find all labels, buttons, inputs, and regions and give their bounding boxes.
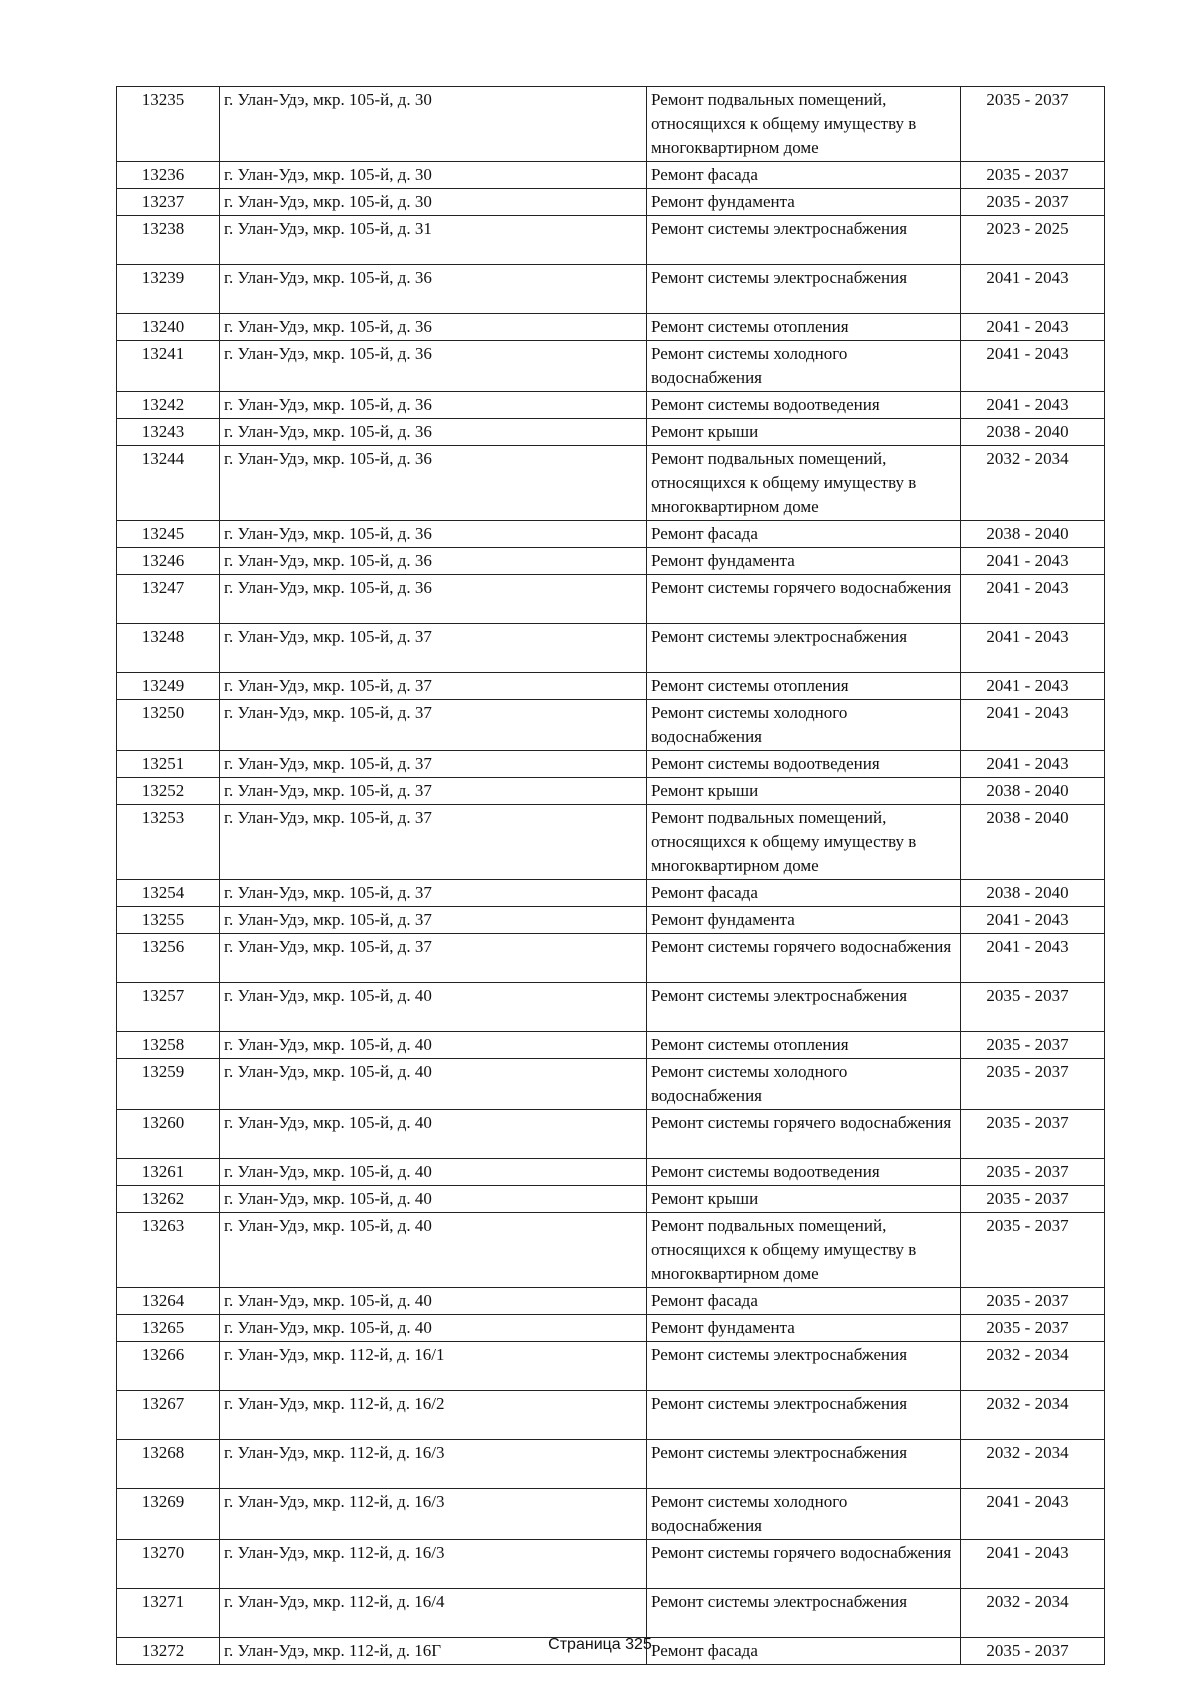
table-row: [117, 1342, 1105, 1391]
row-period: 2038 - 2040: [961, 521, 1105, 548]
row-address: г. Улан-Удэ, мкр. 112-й, д. 16/1: [220, 1342, 647, 1391]
table-row: [117, 1059, 1105, 1110]
row-address: г. Улан-Удэ, мкр. 105-й, д. 36: [220, 575, 647, 624]
row-number: 13261: [117, 1159, 220, 1186]
row-period: 2032 - 2034: [961, 1589, 1105, 1638]
row-number: 13265: [117, 1315, 220, 1342]
row-address: г. Улан-Удэ, мкр. 105-й, д. 40: [220, 983, 647, 1032]
table-row: [117, 548, 1105, 575]
row-work-type: Ремонт системы водоотведения: [647, 1159, 961, 1186]
table-row: [117, 162, 1105, 189]
row-number: 13269: [117, 1489, 220, 1540]
table-row: [117, 934, 1105, 983]
row-address: г. Улан-Удэ, мкр. 105-й, д. 37: [220, 700, 647, 751]
row-work-type: Ремонт системы водоотведения: [647, 751, 961, 778]
row-address: г. Улан-Удэ, мкр. 112-й, д. 16/4: [220, 1589, 647, 1638]
row-address: г. Улан-Удэ, мкр. 112-й, д. 16/3: [220, 1540, 647, 1589]
repair-schedule-table: [116, 86, 1105, 1665]
row-work-type: Ремонт фасада: [647, 1288, 961, 1315]
row-address: г. Улан-Удэ, мкр. 105-й, д. 30: [220, 189, 647, 216]
row-number: 13262: [117, 1186, 220, 1213]
table-row: [117, 778, 1105, 805]
row-number: 13253: [117, 805, 220, 880]
row-address: г. Улан-Удэ, мкр. 112-й, д. 16/2: [220, 1391, 647, 1440]
row-work-type: Ремонт системы горячего водоснабжения: [647, 1110, 961, 1159]
table-row: [117, 1032, 1105, 1059]
row-address: г. Улан-Удэ, мкр. 105-й, д. 36: [220, 392, 647, 419]
row-period: 2041 - 2043: [961, 314, 1105, 341]
row-number: 13238: [117, 216, 220, 265]
row-period: 2038 - 2040: [961, 778, 1105, 805]
table-row: [117, 1186, 1105, 1213]
row-number: 13236: [117, 162, 220, 189]
row-period: 2023 - 2025: [961, 216, 1105, 265]
row-period: 2035 - 2037: [961, 1288, 1105, 1315]
row-work-type: Ремонт системы холодного водоснабжения: [647, 341, 961, 392]
row-work-type: Ремонт системы горячего водоснабжения: [647, 1540, 961, 1589]
table-row: [117, 521, 1105, 548]
row-period: 2041 - 2043: [961, 265, 1105, 314]
table-row: [117, 314, 1105, 341]
table-row: [117, 446, 1105, 521]
row-period: 2041 - 2043: [961, 673, 1105, 700]
row-work-type: Ремонт системы холодного водоснабжения: [647, 700, 961, 751]
row-work-type: Ремонт подвальных помещений, относящихся к общему имуществу в многоквартирном доме: [647, 446, 961, 521]
row-number: 13255: [117, 907, 220, 934]
row-work-type: Ремонт фундамента: [647, 1315, 961, 1342]
row-period: 2041 - 2043: [961, 575, 1105, 624]
row-address: г. Улан-Удэ, мкр. 105-й, д. 37: [220, 907, 647, 934]
row-period: 2035 - 2037: [961, 1110, 1105, 1159]
row-address: г. Улан-Удэ, мкр. 105-й, д. 37: [220, 778, 647, 805]
row-address: г. Улан-Удэ, мкр. 105-й, д. 40: [220, 1159, 647, 1186]
row-period: 2038 - 2040: [961, 880, 1105, 907]
row-address: г. Улан-Удэ, мкр. 105-й, д. 40: [220, 1059, 647, 1110]
row-period: 2041 - 2043: [961, 392, 1105, 419]
table-row: [117, 700, 1105, 751]
table-row: [117, 341, 1105, 392]
row-number: 13246: [117, 548, 220, 575]
row-number: 13254: [117, 880, 220, 907]
row-work-type: Ремонт системы отопления: [647, 673, 961, 700]
row-number: 13252: [117, 778, 220, 805]
row-number: 13258: [117, 1032, 220, 1059]
row-work-type: Ремонт фасада: [647, 1638, 961, 1665]
row-period: 2032 - 2034: [961, 1440, 1105, 1489]
row-work-type: Ремонт системы электроснабжения: [647, 1589, 961, 1638]
row-address: г. Улан-Удэ, мкр. 105-й, д. 36: [220, 265, 647, 314]
table-row: [117, 216, 1105, 265]
row-address: г. Улан-Удэ, мкр. 105-й, д. 36: [220, 341, 647, 392]
row-period: 2032 - 2034: [961, 446, 1105, 521]
table-row: [117, 1110, 1105, 1159]
row-number: 13264: [117, 1288, 220, 1315]
table-row: [117, 1489, 1105, 1540]
row-number: 13266: [117, 1342, 220, 1391]
table-row: [117, 392, 1105, 419]
row-work-type: Ремонт системы электроснабжения: [647, 983, 961, 1032]
table-row: [117, 419, 1105, 446]
table-row: [117, 751, 1105, 778]
row-address: г. Улан-Удэ, мкр. 105-й, д. 31: [220, 216, 647, 265]
row-number: 13268: [117, 1440, 220, 1489]
table-row: [117, 1540, 1105, 1589]
row-address: г. Улан-Удэ, мкр. 105-й, д. 37: [220, 934, 647, 983]
row-period: 2035 - 2037: [961, 1032, 1105, 1059]
row-number: 13270: [117, 1540, 220, 1589]
row-work-type: Ремонт подвальных помещений, относящихся к общему имуществу в многоквартирном доме: [647, 1213, 961, 1288]
table-row: [117, 1589, 1105, 1638]
row-work-type: Ремонт системы электроснабжения: [647, 216, 961, 265]
row-number: 13249: [117, 673, 220, 700]
row-number: 13237: [117, 189, 220, 216]
row-address: г. Улан-Удэ, мкр. 105-й, д. 36: [220, 548, 647, 575]
row-period: 2035 - 2037: [961, 1213, 1105, 1288]
row-work-type: Ремонт системы электроснабжения: [647, 1440, 961, 1489]
row-address: г. Улан-Удэ, мкр. 105-й, д. 36: [220, 521, 647, 548]
row-work-type: Ремонт подвальных помещений, относящихся к общему имуществу в многоквартирном доме: [647, 805, 961, 880]
row-address: г. Улан-Удэ, мкр. 105-й, д. 40: [220, 1288, 647, 1315]
row-period: 2032 - 2034: [961, 1391, 1105, 1440]
row-work-type: Ремонт фасада: [647, 521, 961, 548]
row-number: 13241: [117, 341, 220, 392]
table-row: [117, 1159, 1105, 1186]
table-row: [117, 265, 1105, 314]
row-address: г. Улан-Удэ, мкр. 105-й, д. 40: [220, 1213, 647, 1288]
row-work-type: Ремонт подвальных помещений, относящихся к общему имуществу в многоквартирном доме: [647, 87, 961, 162]
row-work-type: Ремонт системы отопления: [647, 1032, 961, 1059]
row-period: 2035 - 2037: [961, 1315, 1105, 1342]
row-period: 2041 - 2043: [961, 934, 1105, 983]
row-period: 2041 - 2043: [961, 548, 1105, 575]
row-number: 13239: [117, 265, 220, 314]
table-row: [117, 907, 1105, 934]
row-number: 13242: [117, 392, 220, 419]
table-row: [117, 575, 1105, 624]
row-period: 2041 - 2043: [961, 907, 1105, 934]
row-address: г. Улан-Удэ, мкр. 105-й, д. 37: [220, 673, 647, 700]
table-row: [117, 87, 1105, 162]
row-number: 13248: [117, 624, 220, 673]
row-work-type: Ремонт системы горячего водоснабжения: [647, 934, 961, 983]
row-number: 13251: [117, 751, 220, 778]
row-address: г. Улан-Удэ, мкр. 105-й, д. 37: [220, 880, 647, 907]
row-address: г. Улан-Удэ, мкр. 105-й, д. 37: [220, 805, 647, 880]
row-address: г. Улан-Удэ, мкр. 112-й, д. 16/3: [220, 1440, 647, 1489]
row-number: 13235: [117, 87, 220, 162]
row-number: 13247: [117, 575, 220, 624]
row-work-type: Ремонт крыши: [647, 1186, 961, 1213]
row-number: 13267: [117, 1391, 220, 1440]
row-period: 2035 - 2037: [961, 1186, 1105, 1213]
row-work-type: Ремонт крыши: [647, 778, 961, 805]
row-address: г. Улан-Удэ, мкр. 112-й, д. 16Г: [220, 1638, 647, 1665]
table-row: [117, 673, 1105, 700]
row-work-type: Ремонт системы холодного водоснабжения: [647, 1059, 961, 1110]
table-row: [117, 1315, 1105, 1342]
row-number: 13240: [117, 314, 220, 341]
row-number: 13259: [117, 1059, 220, 1110]
table-row: [117, 1440, 1105, 1489]
row-period: 2032 - 2034: [961, 1342, 1105, 1391]
row-address: г. Улан-Удэ, мкр. 105-й, д. 40: [220, 1110, 647, 1159]
table-body: [117, 87, 1105, 1665]
table-row: [117, 880, 1105, 907]
row-period: 2035 - 2037: [961, 1638, 1105, 1665]
row-number: 13260: [117, 1110, 220, 1159]
row-work-type: Ремонт фасада: [647, 880, 961, 907]
table-row: [117, 805, 1105, 880]
row-work-type: Ремонт системы электроснабжения: [647, 265, 961, 314]
row-work-type: Ремонт системы холодного водоснабжения: [647, 1489, 961, 1540]
row-address: г. Улан-Удэ, мкр. 105-й, д. 40: [220, 1186, 647, 1213]
row-number: 13245: [117, 521, 220, 548]
row-work-type: Ремонт системы электроснабжения: [647, 1391, 961, 1440]
row-address: г. Улан-Удэ, мкр. 105-й, д. 36: [220, 314, 647, 341]
table-row: [117, 1288, 1105, 1315]
row-period: 2038 - 2040: [961, 805, 1105, 880]
row-number: 13250: [117, 700, 220, 751]
row-number: 13244: [117, 446, 220, 521]
row-work-type: Ремонт фасада: [647, 162, 961, 189]
row-address: г. Улан-Удэ, мкр. 105-й, д. 40: [220, 1315, 647, 1342]
row-period: 2041 - 2043: [961, 1540, 1105, 1589]
row-work-type: Ремонт системы электроснабжения: [647, 1342, 961, 1391]
row-period: 2041 - 2043: [961, 700, 1105, 751]
table-row: [117, 1391, 1105, 1440]
row-period: 2035 - 2037: [961, 983, 1105, 1032]
row-period: 2041 - 2043: [961, 624, 1105, 673]
row-period: 2041 - 2043: [961, 751, 1105, 778]
row-period: 2041 - 2043: [961, 1489, 1105, 1540]
row-address: г. Улан-Удэ, мкр. 105-й, д. 30: [220, 162, 647, 189]
row-period: 2035 - 2037: [961, 1059, 1105, 1110]
table-row: [117, 983, 1105, 1032]
row-number: 13257: [117, 983, 220, 1032]
row-address: г. Улан-Удэ, мкр. 105-й, д. 37: [220, 624, 647, 673]
row-work-type: Ремонт фундамента: [647, 548, 961, 575]
row-address: г. Улан-Удэ, мкр. 105-й, д. 36: [220, 446, 647, 521]
row-address: г. Улан-Удэ, мкр. 105-й, д. 37: [220, 751, 647, 778]
row-number: 13256: [117, 934, 220, 983]
page-footer: Страница 325: [548, 1636, 652, 1653]
row-period: 2041 - 2043: [961, 341, 1105, 392]
row-period: 2038 - 2040: [961, 419, 1105, 446]
table-row: [117, 624, 1105, 673]
row-work-type: Ремонт системы водоотведения: [647, 392, 961, 419]
row-address: г. Улан-Удэ, мкр. 105-й, д. 30: [220, 87, 647, 162]
row-address: г. Улан-Удэ, мкр. 105-й, д. 36: [220, 419, 647, 446]
row-work-type: Ремонт фундамента: [647, 907, 961, 934]
row-work-type: Ремонт системы электроснабжения: [647, 624, 961, 673]
row-address: г. Улан-Удэ, мкр. 105-й, д. 40: [220, 1032, 647, 1059]
row-number: 13271: [117, 1589, 220, 1638]
row-number: 13243: [117, 419, 220, 446]
table-row: [117, 1213, 1105, 1288]
row-number: 13272: [117, 1638, 220, 1665]
row-period: 2035 - 2037: [961, 162, 1105, 189]
row-work-type: Ремонт фундамента: [647, 189, 961, 216]
row-work-type: Ремонт крыши: [647, 419, 961, 446]
row-period: 2035 - 2037: [961, 189, 1105, 216]
row-number: 13263: [117, 1213, 220, 1288]
row-period: 2035 - 2037: [961, 1159, 1105, 1186]
row-period: 2035 - 2037: [961, 87, 1105, 162]
table-row: [117, 189, 1105, 216]
row-work-type: Ремонт системы отопления: [647, 314, 961, 341]
row-work-type: Ремонт системы горячего водоснабжения: [647, 575, 961, 624]
row-address: г. Улан-Удэ, мкр. 112-й, д. 16/3: [220, 1489, 647, 1540]
